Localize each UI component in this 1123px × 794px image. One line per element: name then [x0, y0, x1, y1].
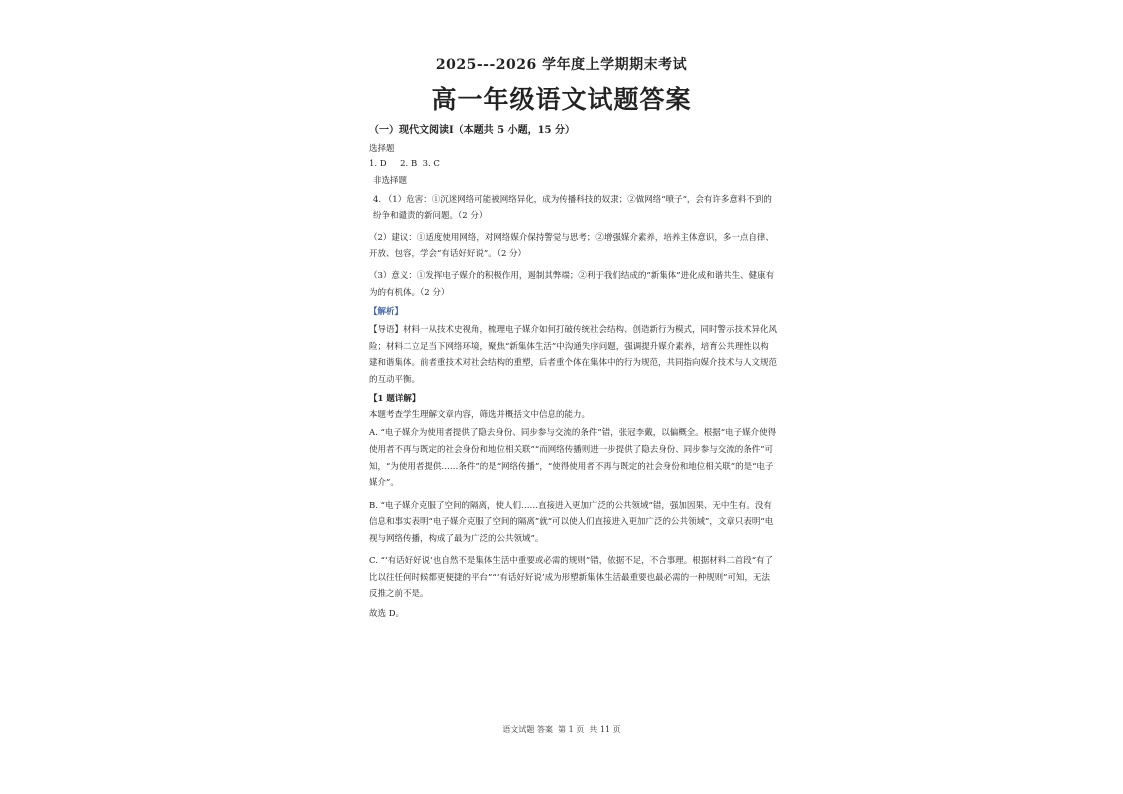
option-c-analysis: C. “‘有话好好说’也自然不是集体生活中重要或必需的规则”错，依据不足，不合事理。根据材料二首段“有了比以往任何时候都更便捷的平台”“‘有话好好说’成为形塑新集体生活最重要也最必需的一种规则”可知，无法反推之前不是。: [369, 556, 774, 600]
guide-paragraph: 【导语】材料一从技术史视角，梳理电子媒介如何打破传统社会结构、创造新行为模式，同时警示技术异化风险；材料二立足当下网络环境，聚焦“新集体生活”中沟通失序问题，强调提升媒介素养，培育公共理性以构建和谐集体。前者重技术对社会结构的重塑，后者重个体在集体中的行为规范，共同指向媒介技术与人文规范的互动平衡。: [369, 325, 778, 385]
nonmc-label: 非选择题: [373, 176, 408, 187]
page-footer: 语文试题 答案 第 1 页 共 11 页: [502, 725, 621, 734]
answer-content: [369, 124, 777, 625]
q4-part1: 4. （1）危害：①沉迷网络可能被网络异化，成为传播科技的奴隶；②做网络“喷子”，会有许多意料不到的纷争和谴责的新问题。（2 分）: [373, 194, 772, 222]
analysis-tag: 【解析】: [369, 306, 404, 317]
q4-part3: （3）意义：①发挥电子媒介的积极作用，遏制其弊端；②利于我们结成的“新集体”进化成和谐共生、健康有为的有机体。（2 分）: [369, 271, 775, 298]
q4-part2: （2）建议：①适度使用网络，对网络媒介保持警觉与思考；②增强媒介素养，培养主体意识，多一点自律、开放、包容，学会“有话好好说”。（2 分）: [369, 233, 774, 260]
option-b-analysis: B. “电子媒介克服了空间的隔离，使人们……直接进入更加广泛的公共领域”错，强加因果、无中生有。没有信息和事实表明“电子媒介克服了空间的隔离”就“可以使人们直接进入更加广泛的公共领域”，文章只表明“电视与网络传播，构成了最为广泛的公共领域”。: [369, 500, 774, 544]
exam-title: 2025---2026 学年度上学期期末考试: [435, 57, 688, 73]
section-heading: （一）现代文阅读Ⅰ（本题共 5 小题，15 分）: [369, 125, 575, 136]
mc-answers: 1. D 2. B 3. C: [369, 158, 440, 169]
mc-label: 选择题: [369, 143, 395, 154]
main-title: 高一年级语文试题答案: [431, 85, 692, 114]
final-answer: 故选 D。: [369, 609, 405, 620]
q1-intro: 本题考查学生理解文章内容，筛选并概括文中信息的能力。: [369, 409, 591, 420]
q1-heading: 【1 题详解】: [369, 394, 421, 405]
option-a-analysis: A. “电子媒介为使用者提供了隐去身份、同步参与交流的条件”错，张冠李戴，以偏概全。根据“电子媒介使得使用者不再与既定的社会身份和地位相关联”“而网络传播则进一步提供了隐去身份、同步参与交流的条件”可知，“为使用者提供……条件”的是“网络传播”，“使得使用者不再与既定的社会身份和地位相关联”的是“电子媒介”。: [369, 428, 777, 489]
